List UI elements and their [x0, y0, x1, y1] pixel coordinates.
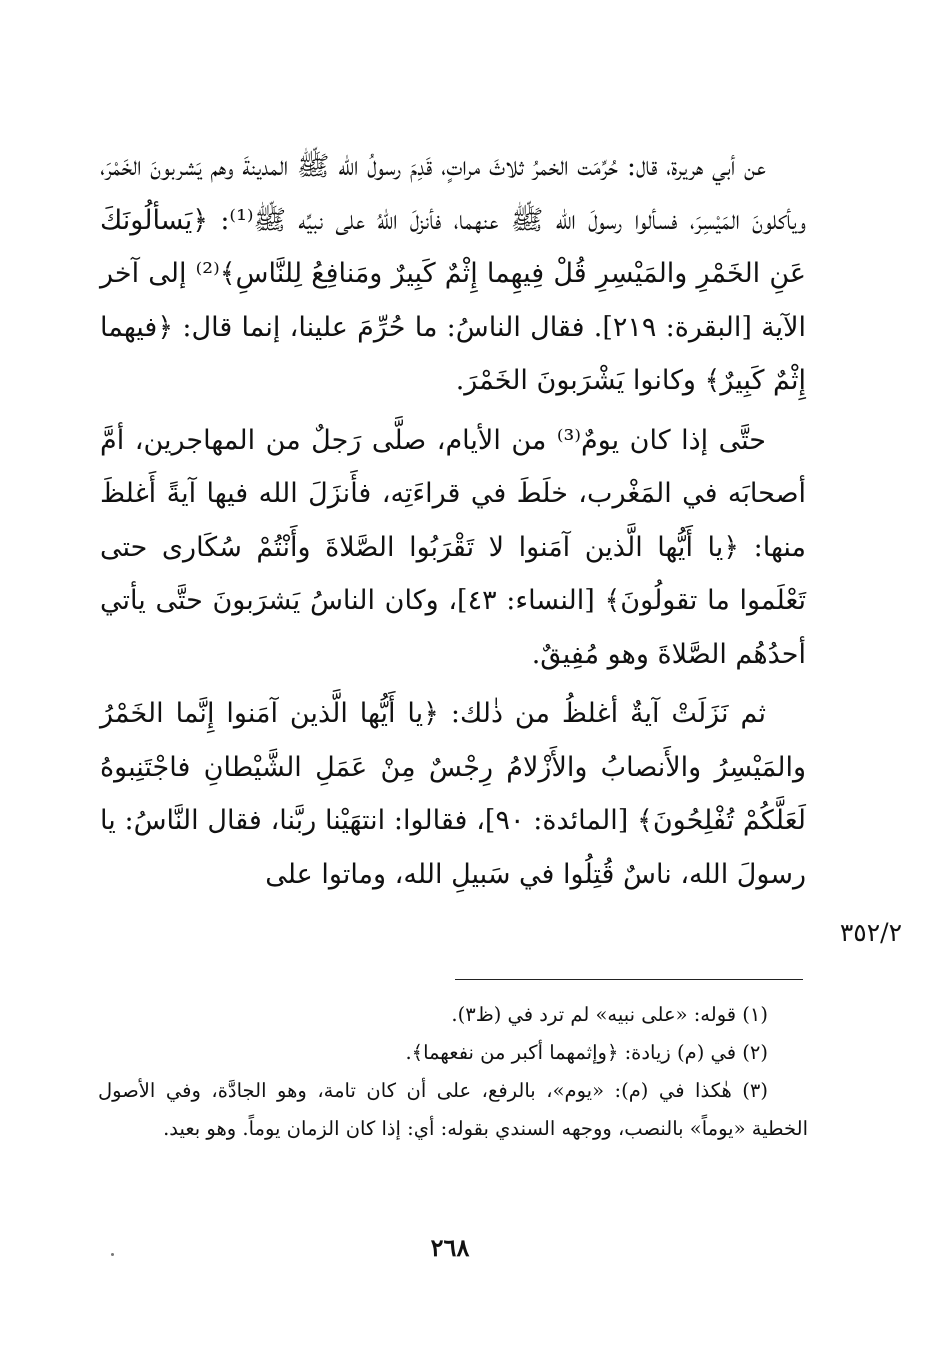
- scan-speck: [111, 1253, 114, 1256]
- footnote-2: (٢) في (م) زيادة: ﴿وإثمهما أكبر من نفعهما﴾.: [405, 1041, 768, 1064]
- main-text: [100, 140, 806, 907]
- footnotes: [98, 996, 808, 1148]
- page-number: ٢٦٨: [430, 1233, 470, 1262]
- paragraph-1: عن أبي هريرة، قال: حُرِّمَت الخمرُ ثلاثَ مراتٍ، قَدِمَ رسولُ الله ﷺ المدينةَ وهم يَشربونَ الخَمْرَ، ويأكلونَ المَيْسِرَ، فسألوا رسولَ الله ﷺ عنهما، فأنزلَ اللهُ على نبيِّه ﷺ⁽¹⁾: ﴿يَسألُونَكَ عَنِ الخَمْرِ والمَيْسِرِ قُلْ فِيهِما إِثْمٌ كَبِيرٌ ومَنافِعُ لِلنَّاسِ﴾⁽²⁾ إلى آخر الآية [البقرة: ٢١٩]. فقال الناسُ: ما حُرِّمَ علينا، إنما قال: ﴿فيهما إِثْمٌ كَبِيرٌ﴾ وكانوا يَشْرَبونَ الخَمْرَ.: [100, 151, 807, 396]
- paragraph-2: حتَّى إذا كان يومٌ⁽³⁾ من الأيام، صلَّى رَجلٌ من المهاجرين، أمَّ أصحابَه في المَغْرب، خلَطَ في قراءَتِه، فأَنزَلَ الله فيها آيةً أَغلظَ منها: ﴿يا أَيُّها الَّذين آمَنوا لا تَقْرَبُوا الصَّلاةَ وأَنْتُمْ سُكَارى حتى تَعْلَموا ما تقولُونَ﴾ [النساء: ٤٣]، وكان الناسُ يَشرَبونَ حتَّى يأتي أحدُهُم الصَّلاةَ وهو مُفِيقٌ.: [100, 424, 807, 670]
- volume-page-reference: ٣٥٢/٢: [839, 918, 902, 947]
- footnote-1: (١) قوله: «على نبيه» لم ترد في (ظ٣).: [451, 1003, 768, 1026]
- footnote-separator: [455, 979, 803, 980]
- footnote-3: (٣) هٰكذا في (م): «يوم»، بالرفع، على أن كان تامة، وهو الجادَّة، وفي الأصول الخطية «يوماً» بالنصب، ووجهه السندي بقوله: أي: إذا كان الزمان يوماً. وهو بعيد.: [98, 1079, 808, 1140]
- paragraph-3: ثم نَزَلَتْ آيةٌ أغلظُ من ذٰلك: ﴿يا أَيُّها الَّذين آمَنوا إِنَّما الخَمْرُ والمَيْسِرُ والأَنصابُ والأَزْلامُ رِجْسٌ مِنْ عَمَلِ الشَّيْطانِ فاجْتَنِبوهُ لَعَلَّكُمْ تُفْلِحُونَ﴾ [المائدة: ٩٠]، فقالوا: انتهَيْنا ربَّنا، فقال النَّاسُ: يا رسولَ الله، ناسٌ قُتِلُوا في سَبيلِ الله، وماتوا على: [100, 698, 807, 890]
